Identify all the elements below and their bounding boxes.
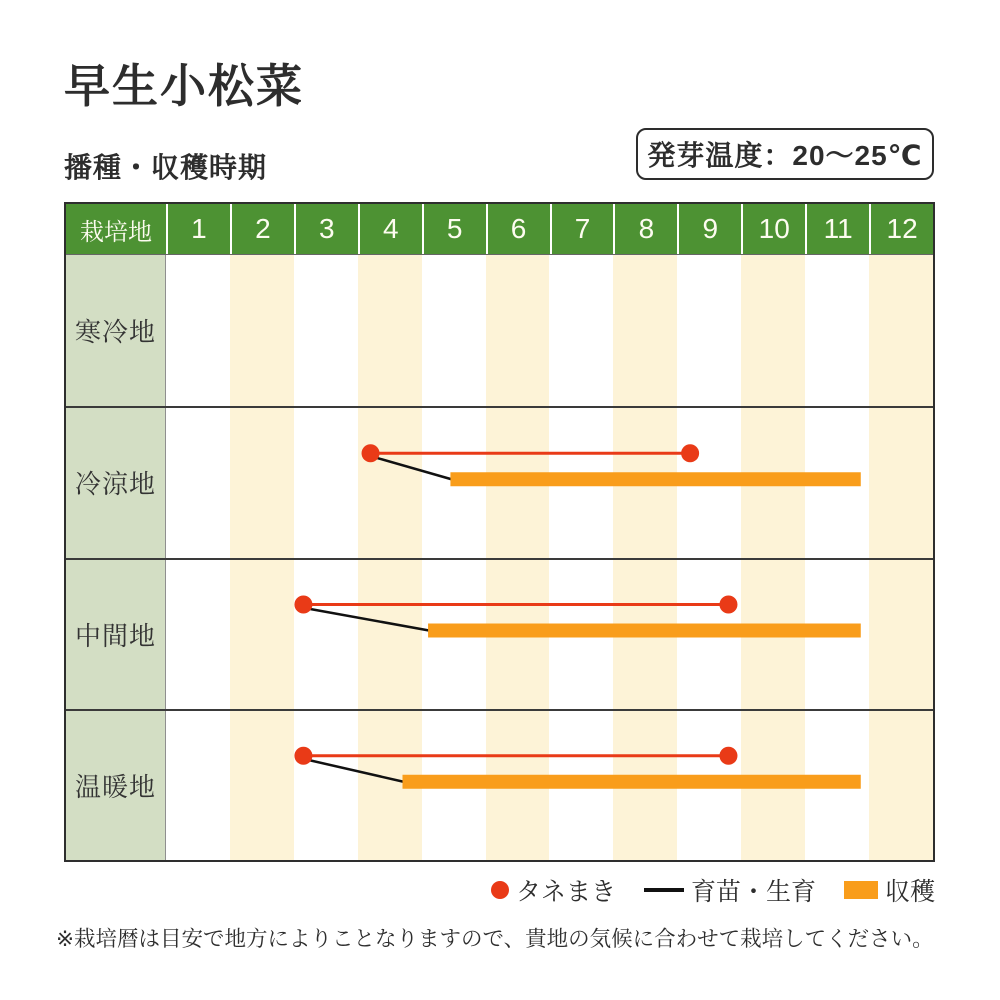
harvest-bar-icon — [844, 881, 878, 899]
month-header-cell: 2 — [230, 204, 294, 254]
month-header-cell: 1 — [166, 204, 230, 254]
month-header-cell: 4 — [358, 204, 422, 254]
calendar-header-row — [66, 204, 933, 255]
month-header-cell: 9 — [677, 204, 741, 254]
cultivation-calendar-table — [64, 202, 935, 862]
month-header-cell: 5 — [422, 204, 486, 254]
legend-item-sowing — [491, 872, 616, 908]
region-row — [66, 255, 933, 406]
region-column-header: 栽培地 — [80, 218, 152, 246]
germination-temp-text: 発芽温度：20〜25℃ — [647, 140, 923, 171]
sowing-dot-icon — [491, 881, 509, 899]
month-header-cell: 7 — [550, 204, 614, 254]
month-header-cell: 6 — [486, 204, 550, 254]
region-label: 寒冷地 — [66, 255, 166, 406]
region-label: 中間地 — [66, 560, 166, 709]
legend-harvest-label: 収穫 — [884, 878, 935, 906]
legend — [491, 872, 935, 908]
footnote: ※栽培暦は目安で地方によりことなりますので、貴地の気候に合わせて栽培してください。 — [56, 927, 934, 951]
region-row — [66, 558, 933, 709]
page-title: 早生小松菜 — [64, 60, 304, 112]
region-row — [66, 406, 933, 557]
month-header-cell: 8 — [613, 204, 677, 254]
region-label: 温暖地 — [66, 711, 166, 860]
growth-line-icon — [644, 888, 684, 892]
germination-temp-badge — [636, 128, 934, 180]
calendar-body — [66, 255, 933, 860]
legend-item-growing — [644, 872, 816, 908]
legend-item-harvest — [844, 872, 935, 908]
month-header-cell: 11 — [805, 204, 869, 254]
region-row — [66, 709, 933, 860]
month-header-cell: 12 — [869, 204, 933, 254]
month-header-cell: 3 — [294, 204, 358, 254]
region-rows — [66, 255, 933, 860]
legend-sowing-label: タネまき — [515, 878, 616, 906]
region-label: 冷涼地 — [66, 408, 166, 557]
legend-growing-label: 育苗・生育 — [690, 878, 816, 906]
section-title: 播種・収穫時期 — [64, 152, 268, 183]
month-header-cell: 10 — [741, 204, 805, 254]
